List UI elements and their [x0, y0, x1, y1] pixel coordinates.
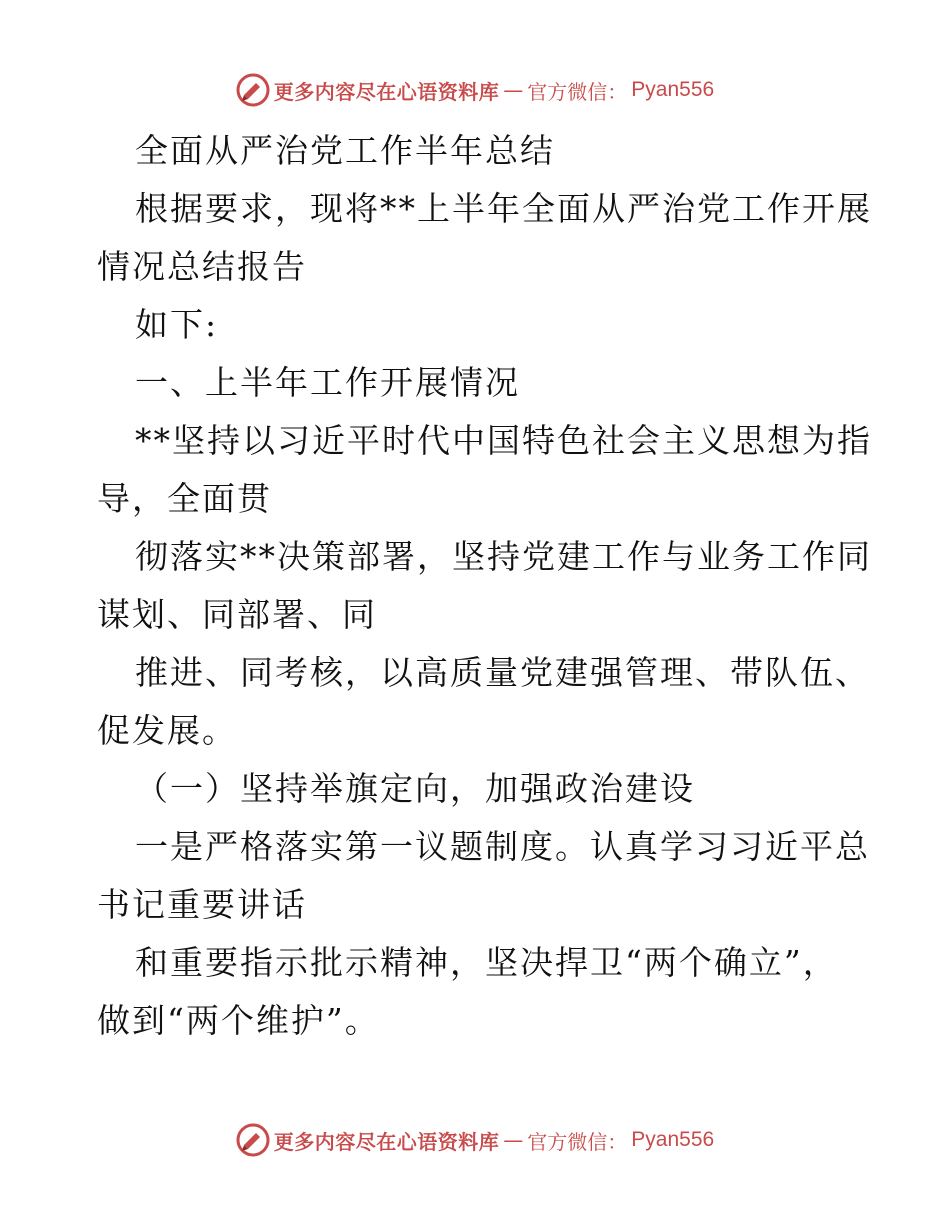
- book-pen-logo-icon: [236, 73, 270, 107]
- paragraph-line: 情况总结报告: [97, 247, 307, 286]
- watermark-wechat-id: Pyan556: [631, 78, 715, 101]
- paragraph-line: 做到“两个维护”。: [97, 1001, 380, 1040]
- section-heading: 一、上半年工作开展情况: [135, 363, 520, 402]
- watermark-dash: —: [503, 78, 524, 102]
- paragraph-line: **坚持以习近平时代中国特色社会主义思想为指: [135, 421, 872, 460]
- paragraph-line: 导，全面贯: [97, 479, 272, 518]
- paragraph-line: 书记重要讲话: [97, 885, 307, 924]
- header-watermark: [0, 70, 950, 110]
- document-title: 全面从严治党工作半年总结: [135, 131, 555, 170]
- paragraph-line: 推进、同考核，以高质量党建强管理、带队伍、: [135, 653, 870, 692]
- paragraph-line: 根据要求，现将**上半年全面从严治党工作开展: [135, 189, 872, 228]
- paragraph-line: 一是严格落实第一议题制度。认真学习习近平总: [135, 827, 870, 866]
- watermark-dash: —: [503, 1128, 524, 1152]
- paragraph-line: 促发展。: [97, 711, 237, 750]
- paragraph-line: 彻落实**决策部署，坚持党建工作与业务工作同: [135, 537, 872, 576]
- watermark-text: 更多内容尽在心语资料库: [273, 79, 500, 104]
- paragraph-line: 谋划、同部署、同: [97, 595, 377, 634]
- paragraph-line: 和重要指示批示精神，坚决捍卫“两个确立”，: [135, 943, 838, 982]
- watermark-text: 更多内容尽在心语资料库: [273, 1129, 500, 1154]
- watermark-official-label: 官方微信：: [527, 1129, 628, 1154]
- watermark-official-label: 官方微信：: [527, 79, 628, 104]
- book-pen-logo-icon: [236, 1123, 270, 1157]
- footer-watermark: [0, 1120, 950, 1160]
- subsection-heading: （一）坚持举旗定向，加强政治建设: [135, 769, 695, 808]
- watermark-wechat-id: Pyan556: [631, 1128, 715, 1151]
- paragraph-line: 如下:: [135, 305, 219, 344]
